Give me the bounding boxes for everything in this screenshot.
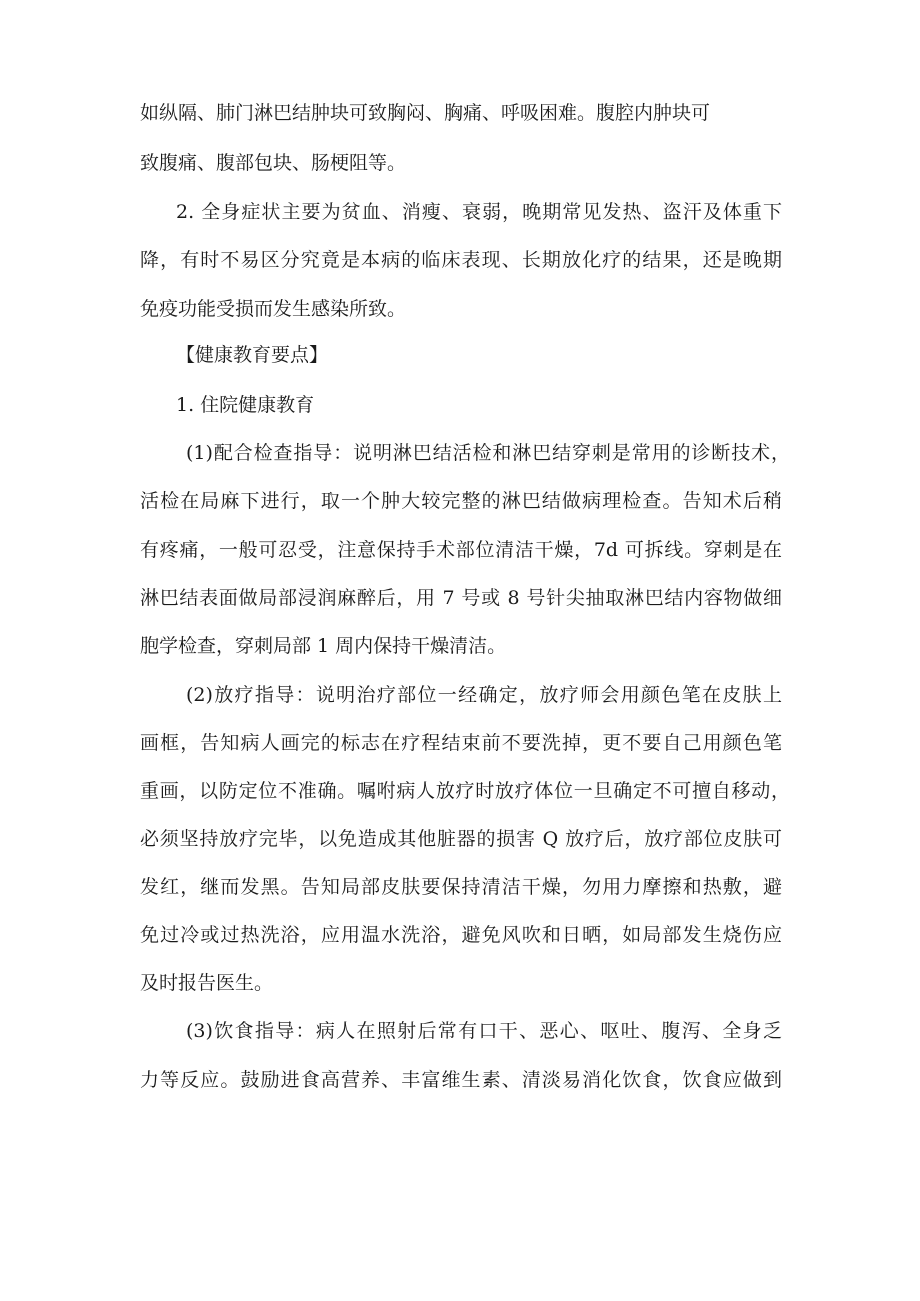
subsection-heading: 1. 住院健康教育 [176,394,315,416]
text-line: (2)放疗指导：说明治疗部位一经确定，放疗师会用颜色笔在皮肤上 [186,684,782,706]
text-line: (1)配合检查指导：说明淋巴结活检和淋巴结穿刺是常用的诊断技术， [186,442,790,464]
text-line: 免疫功能受损而发生感染所致。 [140,298,407,320]
text-line: 2. 全身症状主要为贫血、消瘦、衰弱，晚期常见发热、盗汗及体重下 [176,201,782,223]
text-line: (3)饮食指导：病人在照射后常有口干、恶心、呕吐、腹泻、全身乏 [186,1020,782,1042]
text-line: 重画，以防定位不准确。嘱咐病人放疗时放疗体位一旦确定不可擅自移动， [140,780,790,802]
text-line: 及时报告医生。 [140,972,274,994]
text-line: 必须坚持放疗完毕，以免造成其他脏器的损害 Q 放疗后，放疗部位皮肤可 [140,828,782,850]
text-line: 有疼痛，一般可忍受，注意保持手术部位清洁干燥，7d 可拆线。穿刺是在 [140,539,782,561]
text-line: 活检在局麻下进行，取一个肿大较完整的淋巴结做病理检查。告知术后稍 [140,490,782,512]
text-line: 如纵隔、肺门淋巴结肿块可致胸闷、胸痛、呼吸困难。腹腔内肿块可 [140,102,711,124]
text-line: 力等反应。鼓励进食高营养、丰富维生素、清淡易消化饮食，饮食应做到 [140,1069,782,1091]
text-line: 淋巴结表面做局部浸润麻醉后，用 7 号或 8 号针尖抽取淋巴结内容物做细 [140,587,782,609]
text-line: 免过冷或过热洗浴，应用温水洗浴，避免风吹和日晒，如局部发生烧伤应 [140,924,782,946]
text-line: 画框，告知病人画完的标志在疗程结束前不要洗掉，更不要自己用颜色笔 [140,732,782,754]
text-line: 致腹痛、腹部包块、肠梗阻等。 [140,152,407,174]
text-line: 发红，继而发黑。告知局部皮肤要保持清洁干燥，勿用力摩擦和热敷，避 [140,876,782,898]
text-line: 胞学检查，穿刺局部 1 周内保持干燥清洁。 [140,635,507,657]
section-heading: 【健康教育要点】 [176,344,329,366]
text-line: 降，有时不易区分究竟是本病的临床表现、长期放化疗的结果，还是晚期 [140,249,782,271]
